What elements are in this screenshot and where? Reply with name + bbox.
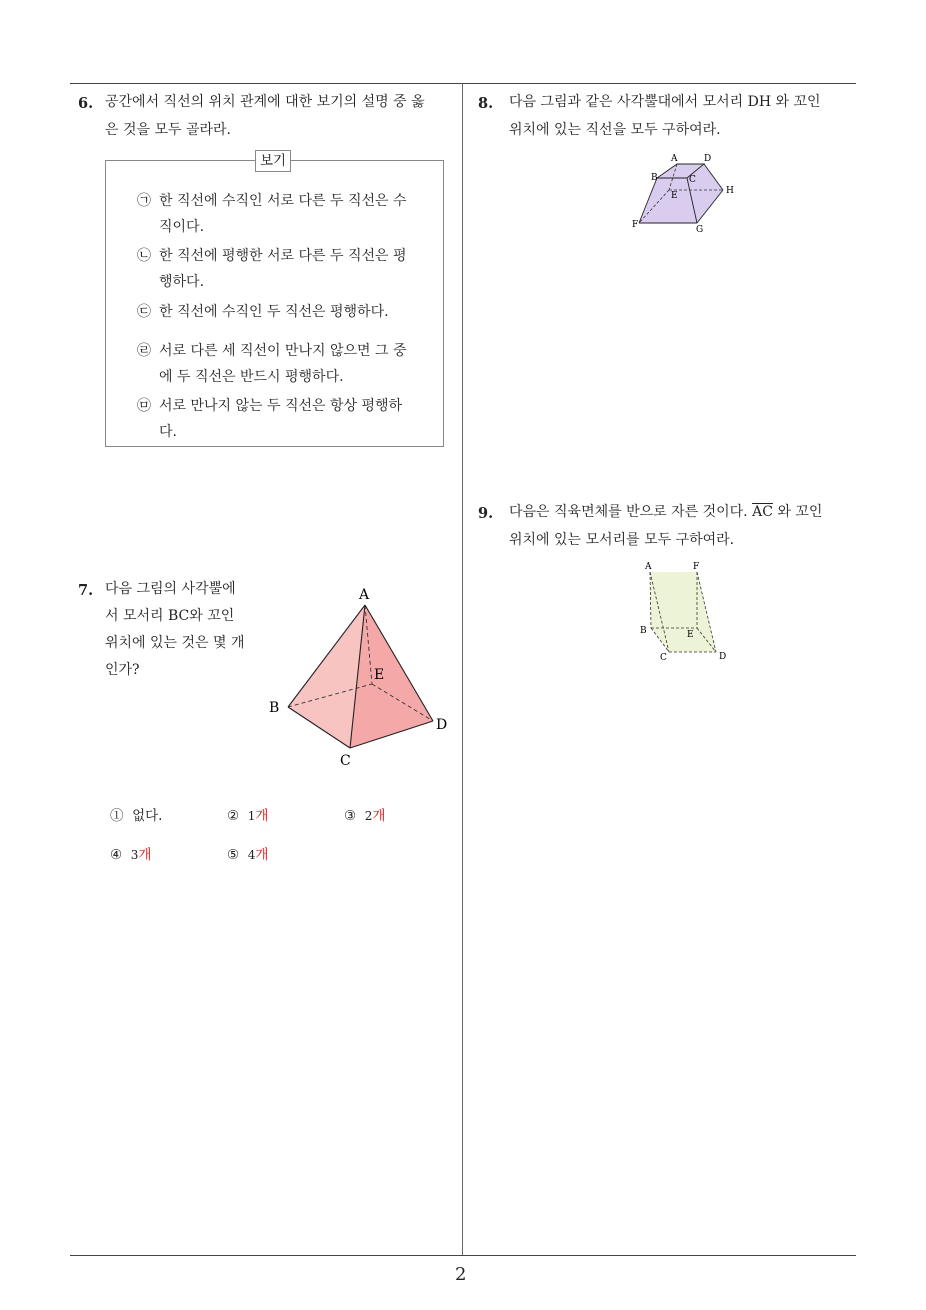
q7-label-c: C <box>340 753 351 769</box>
q6-item-3-mark: ㉢ <box>137 304 151 320</box>
q7-pyramid-figure <box>260 580 460 775</box>
q7-choice-1[interactable] <box>110 804 162 824</box>
q6-number: 6. <box>78 95 94 112</box>
q6-bogi-item-5 <box>137 393 422 445</box>
q7-label-a: A <box>359 587 370 603</box>
q7-label-e: E <box>374 667 385 683</box>
page-number: 2 <box>455 1264 467 1285</box>
q9-prism-figure <box>635 560 735 665</box>
q9-label-a: A <box>645 562 652 572</box>
q8-label-c: C <box>689 175 696 185</box>
q6-item-2-mark: ㉡ <box>137 248 151 264</box>
q6-item-1-mark: ㉠ <box>137 193 151 209</box>
q6-item-5-line2: 다. <box>159 424 177 440</box>
q7-choice-4-num: 3 <box>130 848 139 862</box>
q9-label-c: C <box>660 653 667 663</box>
q7-choice-3[interactable] <box>344 804 385 824</box>
q6-question <box>105 88 457 144</box>
q7-choice-5-unit: 개 <box>255 847 269 863</box>
q8-label-b: B <box>651 173 658 183</box>
q9-text-before: 다음은 직육면체를 반으로 자른 것이다. <box>509 504 748 520</box>
q7-choice-4[interactable] <box>110 843 151 863</box>
q6-item-1-line2: 직이다. <box>159 219 205 235</box>
q7-choice-3-num: 2 <box>364 809 373 823</box>
q9-label-e: E <box>687 630 694 640</box>
bottom-rule <box>70 1255 856 1256</box>
q7-choice-3-unit: 개 <box>372 808 386 824</box>
q8-text-line2: 위치에 있는 직선을 모두 구하여라. <box>509 122 721 138</box>
q8-frustum-figure <box>625 150 745 235</box>
q6-item-3-line1: 한 직선에 수직인 두 직선은 평행하다. <box>159 304 389 320</box>
q8-question <box>509 88 861 144</box>
top-rule <box>70 83 856 84</box>
q8-label-d: D <box>704 154 712 164</box>
q9-label-b: B <box>640 626 647 636</box>
q8-label-e: E <box>671 191 678 201</box>
q7-choice-2-unit: 개 <box>255 808 269 824</box>
q7-label-b: B <box>269 700 280 716</box>
q6-item-4-line1: 서로 다른 세 직선이 만나지 않으면 그 중 <box>159 343 407 359</box>
q9-text-after: 와 꼬인 <box>777 504 823 520</box>
q8-label-f: F <box>632 220 639 230</box>
q7-choice-1-mark: ① <box>110 808 124 824</box>
q6-item-5-mark: ㉤ <box>137 398 151 414</box>
q6-item-5-line1: 서로 만나지 않는 두 직선은 항상 평행하 <box>159 398 403 414</box>
q7-choice-2-mark: ② <box>227 808 240 824</box>
q7-line-1: 다음 그림의 사각뿔에 <box>105 581 236 597</box>
q6-item-2-line1: 한 직선에 평행한 서로 다른 두 직선은 평 <box>159 248 407 264</box>
q6-item-4-line2: 에 두 직선은 반드시 평행하다. <box>159 369 344 385</box>
q6-item-1-line1: 한 직선에 수직인 서로 다른 두 직선은 수 <box>159 193 407 209</box>
q7-line-2: 서 모서리 BC와 꼬인 <box>105 608 235 624</box>
q8-label-g: G <box>696 225 704 235</box>
q8-number: 8. <box>478 95 494 112</box>
q9-label-d: D <box>719 652 727 662</box>
q6-bogi-item-3 <box>137 299 422 325</box>
q6-item-2-line2: 행하다. <box>159 274 205 290</box>
q7-choice-5-mark: ⑤ <box>227 847 240 863</box>
q6-text-line2: 은 것을 모두 골라라. <box>105 122 231 138</box>
q6-bogi-item-2 <box>137 243 422 295</box>
q7-choice-5-num: 4 <box>247 848 256 862</box>
q6-bogi-title: 보기 <box>255 150 291 172</box>
q6-bogi-item-4 <box>137 338 422 390</box>
q7-choice-2-num: 1 <box>247 809 256 823</box>
q7-choice-5[interactable] <box>227 843 268 863</box>
q7-label-d: D <box>436 717 448 733</box>
q7-number: 7. <box>78 582 94 599</box>
q9-text-line1 <box>509 498 861 526</box>
q7-line-4: 인가? <box>105 662 140 678</box>
q7-choice-4-mark: ④ <box>110 847 123 863</box>
q9-segment-ac: $\overline{AC}$ <box>752 504 773 520</box>
column-divider <box>462 83 463 1255</box>
q9-question <box>509 498 861 554</box>
q7-choice-1-text: 없다. <box>132 808 163 824</box>
q7-choice-4-unit: 개 <box>138 847 152 863</box>
q9-label-f: F <box>693 562 700 572</box>
q7-choice-2[interactable] <box>227 804 268 824</box>
q9-number: 9. <box>478 505 494 522</box>
q8-text-line1: 다음 그림과 같은 사각뿔대에서 모서리 DH 와 꼬인 <box>509 94 821 110</box>
q7-line-3: 위치에 있는 것은 몇 개 <box>105 635 245 651</box>
q6-item-4-mark: ㉣ <box>137 343 151 359</box>
q8-label-a: A <box>671 154 678 164</box>
q6-bogi-item-1 <box>137 188 422 240</box>
q7-choice-3-mark: ③ <box>344 808 357 824</box>
q6-text-line1: 공간에서 직선의 위치 관계에 대한 보기의 설명 중 옳 <box>105 94 425 110</box>
q8-label-h: H <box>726 186 734 196</box>
q7-question <box>105 576 265 684</box>
q9-text-line2: 위치에 있는 모서리를 모두 구하여라. <box>509 532 735 548</box>
